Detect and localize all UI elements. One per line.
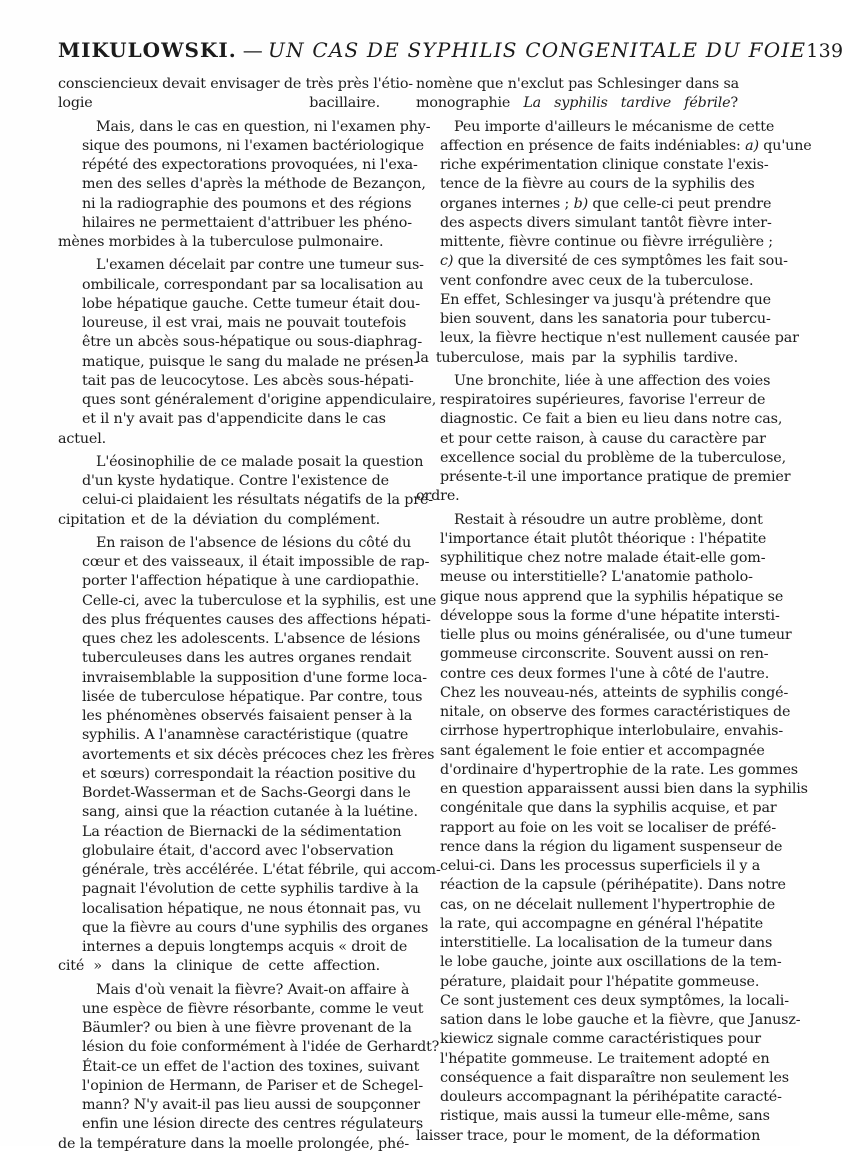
text-line: lésion du foie conformément à l'idée de Gerhardt? <box>82 1039 440 1056</box>
text-line: réaction de la capsule (périhépatite). Dans notre <box>440 877 786 894</box>
text-line: et il n'y avait pas d'appendicite dans le cas <box>82 411 386 428</box>
text-line: d'ordinaire d'hypertrophie de la rate. Les gommes <box>440 761 798 778</box>
text-line: rence dans la région du ligament suspenseur de <box>440 838 783 855</box>
paragraph <box>416 511 808 1146</box>
text-line: actuel. <box>58 430 107 447</box>
text-line: excellence social du problème de la tuberculose, <box>440 449 786 466</box>
text-line: gommeuse circonscrite. Souvent aussi on ren- <box>440 646 769 663</box>
text-line: sant également le foie entier et accompagnée <box>440 742 765 759</box>
text-line: pagnait l'évolution de cette syphilis tardive à la <box>82 881 419 898</box>
text-line: respiratoires supérieures, favorise l'erreur de <box>440 392 766 408</box>
text-line: tuberculeuses dans les autres organes rendait <box>82 650 412 667</box>
text-line: de la température dans la moelle prolongée, phé- <box>58 1135 410 1152</box>
text-line: tence de la fièvre au cours de la syphilis des <box>440 176 755 193</box>
text-line: et sœurs) correspondait la réaction positive du <box>82 765 416 782</box>
text-line: la rate, qui accompagne en général l'hépatite <box>440 915 764 932</box>
paragraph <box>58 981 440 1154</box>
text-line: invraisemblable la supposition d'une forme loca- <box>82 669 427 686</box>
paragraph <box>416 118 812 368</box>
text-line: l'opinion de Hermann, de Pariser et de Schegel- <box>82 1077 424 1094</box>
header-author: MIKULOWSKI. <box>58 38 237 62</box>
text-line: monographie La syphilis tardive fébrile? <box>416 95 738 112</box>
text-line: interstitielle. La localisation de la tumeur dans <box>440 935 773 951</box>
text-line: congénitale que dans la syphilis acquise, et par <box>440 800 777 817</box>
text-line: gique nous apprend que la syphilis hépatique se <box>440 588 784 605</box>
text-line: Celle-ci, avec la tuberculose et la syphilis, est une <box>82 592 437 609</box>
text-line: que la fièvre au cours d'une syphilis des organes <box>82 919 429 936</box>
text-line: Une bronchite, liée à une affection des voies <box>454 372 771 389</box>
running-header <box>58 38 843 62</box>
text-line: c) que la diversité de ces symptômes les fait sou- <box>440 253 788 270</box>
text-line: l'importance était plutôt théorique : l'hépatite <box>440 530 767 547</box>
paragraph <box>58 75 413 114</box>
text-line: sation dans le lobe gauche et la fièvre, que Janusz- <box>440 1012 801 1028</box>
paragraph <box>416 75 738 114</box>
text-line: porter l'affection hépatique à une cardiopathie. <box>82 573 420 590</box>
text-line: globulaire était, d'accord avec l'observation <box>82 842 394 859</box>
text-line: des aspects divers simulant tantôt fièvre inter- <box>440 214 772 231</box>
text-line: mittente, fièvre continue ou fièvre irrégulière ; <box>440 234 773 250</box>
text-line: cas, on ne décelait nullement l'hypertrophie de <box>440 896 776 913</box>
text-line: la tuberculose, mais par la syphilis tardive. <box>416 349 738 366</box>
text-line: générale, très accélérée. L'état fébrile, qui accom- <box>82 862 441 878</box>
text-line: men des selles d'après la méthode de Bezançon, <box>82 176 426 193</box>
text-line: La réaction de Biernacki de la sédimentation <box>82 823 402 840</box>
text-line: Bordet-Wasserman et de Sachs-Georgi dans le <box>82 785 411 801</box>
text-line: Peu importe d'ailleurs le mécanisme de cette <box>454 118 775 135</box>
paragraph <box>58 453 433 530</box>
text-line: matique, puisque le sang du malade ne présen- <box>82 353 419 370</box>
text-line: loureuse, il est vrai, mais ne pouvait toutefois <box>82 315 407 331</box>
text-line: bien souvent, dans les sanatoria pour tubercu- <box>440 311 771 327</box>
text-line: tait pas de leucocytose. Les abcès sous-hépati- <box>82 372 414 389</box>
text-line: ques sont généralement d'origine appendiculaire, <box>82 392 437 408</box>
text-line: avortements et six décès précoces chez les frères <box>82 746 435 763</box>
text-line: localisation hépatique, ne nous étonnait pas, vu <box>82 900 421 917</box>
page-number: 139 <box>806 40 843 62</box>
text-line: Chez les nouveau-nés, atteints de syphilis congé- <box>440 684 789 701</box>
text-line: en question apparaissent aussi bien dans la syphilis <box>440 781 808 797</box>
text-line: et pour cette raison, à cause du caractère par <box>440 430 766 447</box>
text-line: logie bacillaire. <box>58 95 380 112</box>
text-line: celui-ci. Dans les processus superficiels il y a <box>440 858 761 874</box>
text-line: mènes morbides à la tuberculose pulmonaire. <box>58 234 384 250</box>
text-line: lisée de tuberculose hépatique. Par contre, tous <box>82 688 423 705</box>
paragraph <box>58 118 431 253</box>
text-line: cité » dans la clinique de cette affection. <box>58 958 380 975</box>
text-line: nitale, on observe des formes caractéristiques de <box>440 704 791 720</box>
text-line: mann? N'y avait-il pas lieu aussi de soupçonner <box>82 1097 420 1113</box>
text-line: Bäumler? ou bien à une fièvre provenant de la <box>82 1020 412 1036</box>
text-line: Restait à résoudre un autre problème, dont <box>454 511 763 528</box>
text-line: ques chez les adolescents. L'absence de lésions <box>82 631 421 647</box>
text-line: hilaires ne permettaient d'attribuer les phéno- <box>82 214 412 231</box>
text-line: présente-t-il une importance pratique de premier <box>440 469 791 485</box>
text-line: sique des poumons, ni l'examen bactériologique <box>82 137 424 154</box>
text-line: Mais d'où venait la fièvre? Avait-on affaire à <box>96 981 410 998</box>
text-line: En raison de l'absence de lésions du côté du <box>96 534 411 551</box>
text-line: affection en présence de faits indéniables: a) qu'une <box>440 137 812 154</box>
text-line: répété des expectorations provoquées, ni l'exa- <box>82 157 418 173</box>
header-separator: — <box>242 38 264 62</box>
text-line: consciencieux devait envisager de très près l'étio- <box>58 76 413 92</box>
text-line: L'examen décelait par contre une tumeur sus- <box>96 257 424 274</box>
paragraph <box>58 534 441 977</box>
text-line: meuse ou interstitielle? L'anatomie patholo- <box>440 569 753 586</box>
text-line: l'hépatite gommeuse. Le traitement adopté en <box>440 1050 770 1067</box>
text-line: d'un kyste hydatique. Contre l'existence de <box>82 473 389 489</box>
text-line: être un abcès sous-hépatique ou sous-diaphrag- <box>82 334 423 351</box>
text-line: lobe hépatique gauche. Cette tumeur était dou- <box>82 295 420 312</box>
text-line: sang, ainsi que la réaction cutanée à la luétine. <box>82 804 418 821</box>
text-line: vent confondre avec ceux de la tuberculose. <box>440 272 754 289</box>
text-line: L'éosinophilie de ce malade posait la question <box>96 453 424 470</box>
paragraph <box>416 372 791 507</box>
text-line: contre ces deux formes l'une à côté de l'autre. <box>440 665 770 682</box>
text-line: enfin une lésion directe des centres régulateurs <box>82 1116 424 1133</box>
text-line: nomène que n'exclut pas Schlesinger dans sa <box>416 76 740 92</box>
text-line: cipitation et de la déviation du complément. <box>58 511 380 528</box>
text-line: ni la radiographie des poumons et des régions <box>82 195 412 212</box>
text-line: diagnostic. Ce fait a bien eu lieu dans notre cas, <box>440 411 783 428</box>
text-line: leux, la fièvre hectique n'est nullement causée par <box>440 330 799 347</box>
text-line: les phénomènes observés faisaient penser à la <box>82 708 413 724</box>
text-line: tielle plus ou moins généralisée, ou d'une tumeur <box>440 627 792 643</box>
text-line: organes internes ; b) que celle-ci peut prendre <box>440 195 772 212</box>
text-line: kiewicz signale comme caractéristiques pour <box>440 1031 761 1048</box>
text-line: celui-ci plaidaient les résultats négatifs de la pré- <box>82 492 433 509</box>
text-line: En effet, Schlesinger va jusqu'à prétendre que <box>440 291 771 308</box>
text-line: Était-ce un effet de l'action des toxines, suivant <box>82 1058 420 1075</box>
text-line: cirrhose hypertrophique interlobulaire, envahis- <box>440 723 784 740</box>
text-line: une espèce de fièvre résorbante, comme le veut <box>82 1000 424 1017</box>
text-line: rapport au foie on les voit se localiser de préfé- <box>440 819 777 836</box>
text-line: conséquence a fait disparaître non seulement les <box>440 1069 789 1086</box>
text-line: des plus fréquentes causes des affections hépati- <box>82 611 431 628</box>
text-line: Mais, dans le cas en question, ni l'examen phy- <box>96 118 431 135</box>
text-line: laisser trace, pour le moment, de la déformation <box>416 1127 761 1144</box>
text-line: le lobe gauche, jointe aux oscillations de la tem- <box>440 954 782 971</box>
right-column <box>416 75 812 1150</box>
paragraph <box>58 256 437 449</box>
text-line: pérature, plaidait pour l'hépatite gommeuse. <box>440 973 760 990</box>
header-running-title: UN CAS DE SYPHILIS CONGENITALE DU FOIE <box>268 38 807 62</box>
text-line: ordre. <box>416 488 460 505</box>
text-line: syphilitique chez notre malade était-elle gom- <box>440 550 766 566</box>
text-line: cœur et des vaisseaux, il était impossible de rap- <box>82 554 430 570</box>
text-line: ristique, mais aussi la tumeur elle-même, sans <box>440 1108 770 1125</box>
text-line: ombilicale, correspondant par sa localisation au <box>82 276 424 293</box>
text-line: internes a depuis longtemps acquis « droit de <box>82 939 408 955</box>
text-line: riche expérimentation clinique constate l'exis- <box>440 157 769 173</box>
text-line: Ce sont justement ces deux symptômes, la locali- <box>440 992 789 1009</box>
text-line: développe sous la forme d'une hépatite intersti- <box>440 607 780 624</box>
text-line: douleurs accompagnant la périhépatite caracté- <box>440 1089 782 1105</box>
text-line: syphilis. A l'anamnèse caractéristique (quatre <box>82 727 409 744</box>
